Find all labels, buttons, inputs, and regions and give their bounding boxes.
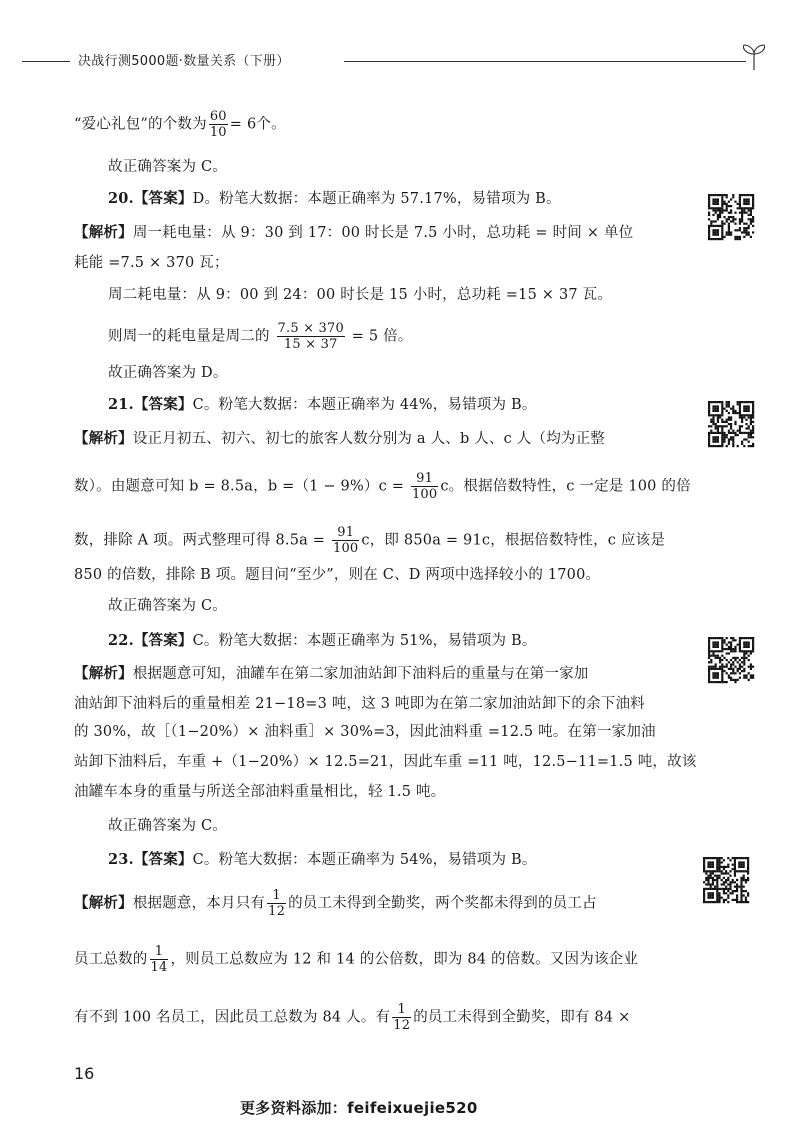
- text-line: [108, 156, 708, 178]
- text-line: [108, 849, 708, 871]
- text-line: [74, 781, 674, 803]
- text-run: 故正确答案为 C。: [108, 818, 228, 834]
- text-run: 则周一的耗电量是周二的: [108, 328, 275, 345]
- page-number: 16: [74, 1064, 95, 1083]
- text-run: C。粉笔大数据：本题正确率为 54%，易错项为 B。: [192, 852, 537, 868]
- text-run: c，即 850a = 91c，根据倍数特性，c 应该是: [361, 532, 666, 549]
- answer-label: 【解析】: [74, 224, 133, 241]
- answer-label: 【解析】: [74, 894, 133, 912]
- fraction-denominator: 10: [209, 125, 227, 140]
- fraction-numerator: 1: [272, 888, 281, 903]
- qr-code-icon: [707, 192, 755, 242]
- fraction-denominator: 12: [393, 1018, 411, 1033]
- fraction-denominator: 15 × 37: [277, 336, 345, 351]
- fraction-numerator: 7.5 × 370: [277, 321, 344, 336]
- text-run: = 5 倍。: [346, 328, 413, 345]
- text-run: C。粉笔大数据：本题正确率为 44%，易错项为 B。: [192, 397, 537, 413]
- text-line: [108, 322, 708, 351]
- text-line: [108, 394, 708, 416]
- text-line: [74, 526, 674, 555]
- text-line: [108, 284, 708, 306]
- text-line: [74, 252, 674, 274]
- text-line: [74, 471, 691, 502]
- fraction: [150, 945, 169, 974]
- fraction: [277, 322, 345, 351]
- text-line: [74, 1003, 674, 1032]
- answer-label: 23.【答案】: [108, 851, 193, 868]
- text-run: 的员工未得到全勤奖，即有 84 ×: [413, 1009, 631, 1026]
- text-run: 周二耗电量：从 9：00 到 24：00 时长是 15 小时，总功耗 =15 × 37 瓦。: [108, 287, 613, 303]
- text-run: 周一耗电量：从 9：30 到 17：00 时长是 7.5 小时，总功耗 = 时间 × 单位: [132, 225, 634, 241]
- answer-label: 20.【答案】: [108, 190, 193, 207]
- qr-code-icon: [707, 635, 755, 685]
- text-run: D。粉笔大数据：本题正确率为 57.17%，易错项为 B。: [192, 191, 561, 207]
- fraction-denominator: 14: [150, 960, 168, 975]
- text-line: [74, 222, 674, 244]
- text-line: [74, 110, 674, 139]
- fraction: [267, 889, 286, 918]
- text-run: 850 的倍数，排除 B 项。题目问“至少”，则在 C、D 两项中选择较小的 1700。: [74, 567, 601, 583]
- text-run: 耗能 =7.5 × 370 瓦；: [74, 255, 229, 271]
- fraction: [392, 1003, 411, 1032]
- text-line: [108, 188, 708, 210]
- text-run: “爱心礼包”的个数为: [74, 116, 207, 133]
- qr-code-q23[interactable]: [702, 855, 750, 905]
- text-run: 员工总数的: [74, 951, 148, 968]
- text-run: = 6个。: [229, 116, 286, 133]
- text-run: C。粉笔大数据：本题正确率为 51%，易错项为 B。: [192, 633, 537, 649]
- qr-code-q20[interactable]: [707, 192, 755, 242]
- text-run: 故正确答案为 C。: [108, 598, 228, 614]
- text-run: 的员工未得到全勤奖，两个奖都未得到的员工占: [288, 895, 597, 912]
- text-line: [74, 945, 674, 974]
- fraction: [332, 526, 359, 555]
- text-run: 根据题意可知，油罐车在第二家加油站卸下油料后的重量与在第一家加: [132, 666, 589, 682]
- text-run: 的 30%，故［（1−20%）× 油料重］× 30%=3，因此油料重 =12.5 吨。在第一家加油: [74, 724, 656, 740]
- text-run: 油罐车本身的重量与所送全部油料重量相比，轻 1.5 吨。: [74, 784, 446, 800]
- qr-code-icon: [707, 399, 755, 449]
- text-line: [74, 428, 674, 450]
- fraction: [411, 472, 438, 501]
- fraction-denominator: 100: [411, 487, 438, 502]
- text-run: 故正确答案为 D。: [108, 365, 228, 381]
- footer-note: 更多资料添加：feifeixuejie520: [240, 1099, 478, 1117]
- answer-label: 21.【答案】: [108, 396, 193, 413]
- fraction-denominator: 12: [268, 904, 286, 919]
- sprout-icon: [736, 42, 772, 72]
- text-run: 故正确答案为 C。: [108, 159, 228, 175]
- fraction: [209, 110, 228, 139]
- fraction-denominator: 100: [332, 541, 359, 556]
- text-run: 根据题意，本月只有: [132, 895, 266, 912]
- text-line: [74, 564, 674, 586]
- qr-code-q22[interactable]: [707, 635, 755, 685]
- text-line: [108, 815, 708, 837]
- text-run: 设正月初五、初六、初七的旅客人数分别为 a 人、b 人、c 人（均为正整: [132, 431, 605, 447]
- fraction-numerator: 91: [416, 471, 434, 486]
- text-run: 数）。由题意可知 b = 8.5a，b =（1 − 9%）c =: [74, 478, 409, 495]
- qr-code-icon: [702, 855, 750, 905]
- header-rule-left: [22, 61, 70, 62]
- text-run: 数，排除 A 项。两式整理可得 8.5a =: [74, 532, 330, 549]
- fraction-numerator: 91: [337, 525, 355, 540]
- fraction-numerator: 60: [209, 109, 227, 124]
- answer-label: 【解析】: [74, 665, 133, 682]
- text-run: ，则员工总数应为 12 和 14 的公倍数，即为 84 的倍数。又因为该企业: [170, 951, 639, 968]
- text-run: 有不到 100 名员工，因此员工总数为 84 人。有: [74, 1009, 391, 1026]
- header-rule-right: [344, 61, 746, 62]
- text-run: c。根据倍数特性，c 一定是 100 的倍: [440, 478, 691, 495]
- qr-code-q21[interactable]: [707, 399, 755, 449]
- book-title: 决战行测5000题·数量关系（下册）: [78, 54, 290, 69]
- answer-label: 【解析】: [74, 430, 133, 447]
- text-line: [74, 889, 674, 918]
- text-line: [74, 693, 674, 715]
- answer-label: 22.【答案】: [108, 632, 193, 649]
- text-run: 油站卸下油料后的重量相差 21−18=3 吨，这 3 吨即为在第二家加油站卸下的余下油料: [74, 696, 645, 712]
- text-line: [108, 630, 708, 652]
- fraction-numerator: 1: [397, 1002, 406, 1017]
- text-line: [108, 362, 708, 384]
- fraction-numerator: 1: [154, 944, 164, 959]
- text-line: [74, 721, 674, 743]
- text-line: [108, 595, 708, 617]
- text-line: [74, 751, 697, 773]
- running-header: [22, 42, 762, 72]
- text-run: 站卸下油料后，车重 +（1−20%）× 12.5=21，因此车重 =11 吨，12.5−11=1.5 吨，故该: [74, 754, 697, 770]
- text-line: [74, 663, 674, 685]
